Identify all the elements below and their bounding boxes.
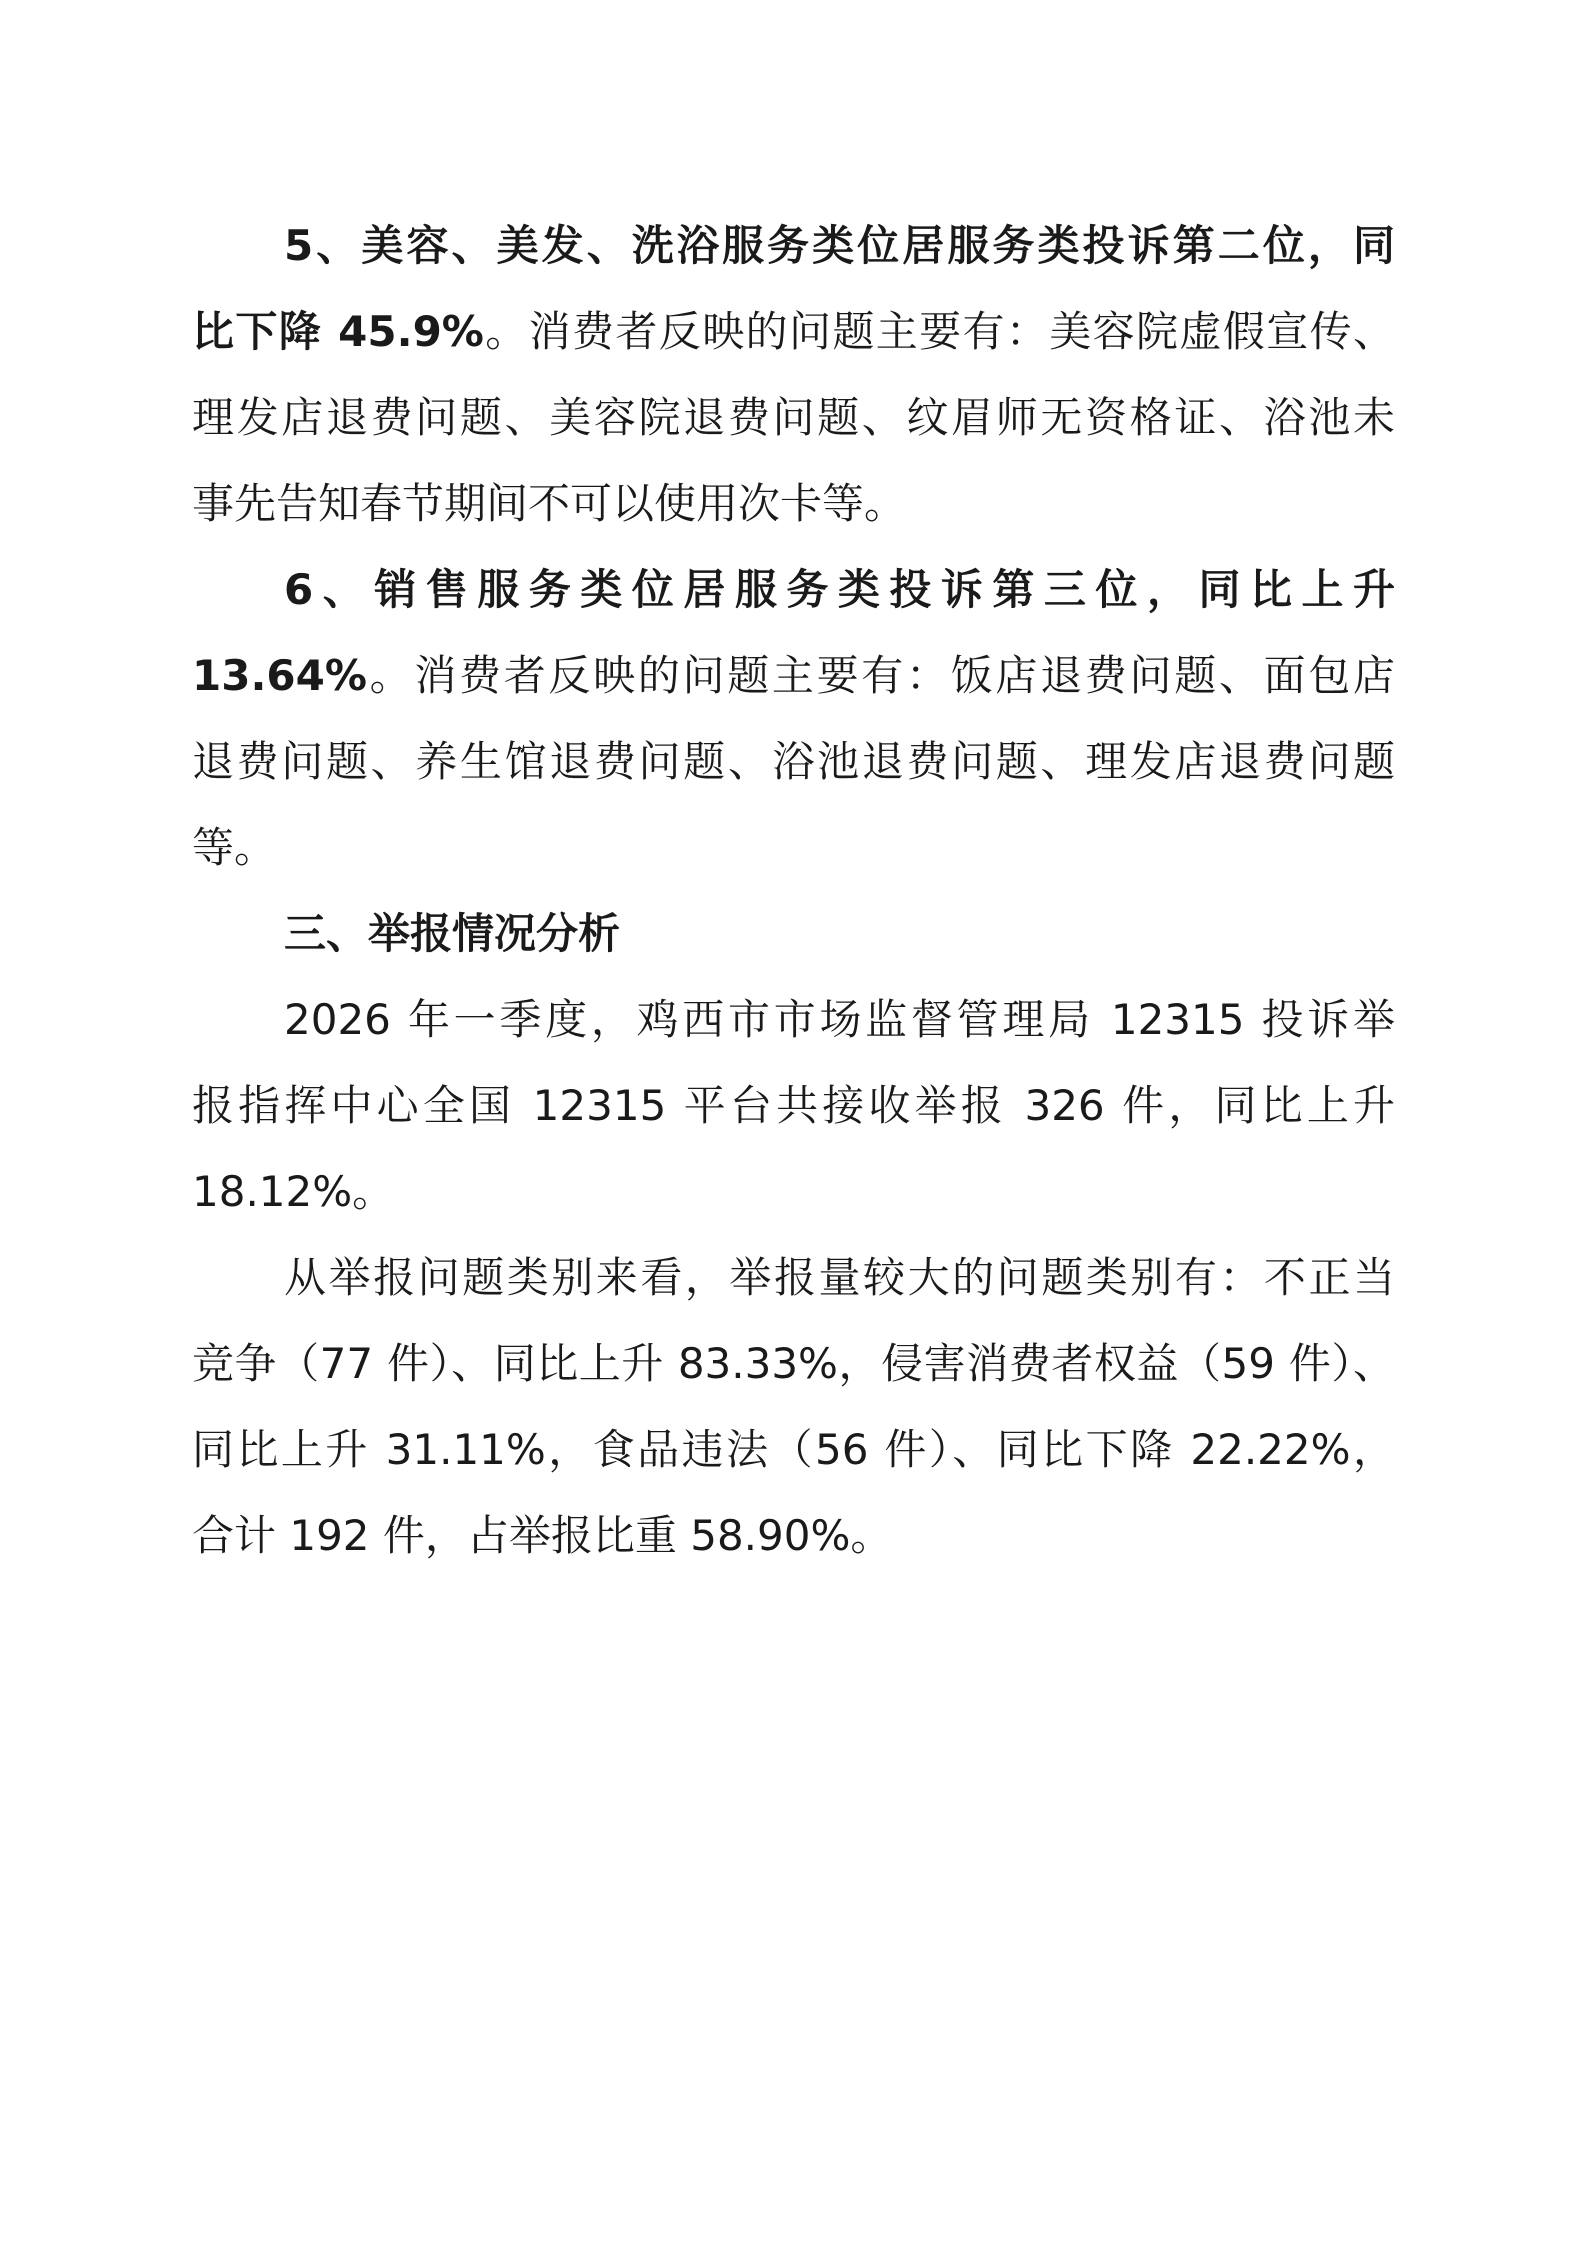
categories-line-3: 同比上升 31.11%，食品违法（56 件）、同比下降 22.22%， [192,1425,1395,1474]
categories-line-1: 从举报问题类别来看，举报量较大的问题类别有：不正当 [284,1253,1395,1302]
section6-line-4: 等。 [192,823,277,872]
section5-line-2 [192,301,1395,363]
section6-line-3: 退费问题、养生馆退费问题、浴池退费问题、理发店退费问题 [192,737,1395,786]
reports-line-1: 2026 年一季度，鸡西市市场监督管理局 12315 投诉举 [284,995,1395,1044]
section6-line-2-rest: 。消费者反映的问题主要有：饭店退费问题、面包店 [366,651,1395,700]
categories-line-2: 竞争（77 件）、同比上升 83.33%，侵害消费者权益（59 件）、 [192,1339,1395,1388]
section5-change-bold: 比下降 45.9% [192,307,484,356]
section5-line-3: 理发店退费问题、美容院退费问题、纹眉师无资格证、浴池未 [192,393,1395,442]
reports-line-3: 18.12%。 [192,1167,395,1216]
section6-line-1: 6、销售服务类位居服务类投诉第三位，同比上升 [284,565,1395,614]
section5-line-1: 5、美容、美发、洗浴服务类位居服务类投诉第二位，同 [284,221,1395,270]
section6-change-bold: 13.64% [192,651,367,700]
section6-line-2 [192,645,1395,707]
reports-line-2: 报指挥中心全国 12315 平台共接收举报 326 件，同比上升 [192,1081,1395,1130]
categories-line-4: 合计 192 件，占举报比重 58.90%。 [192,1511,893,1560]
section5-line-2-rest: 。消费者反映的问题主要有：美容院虚假宣传、 [483,307,1395,356]
section-heading-report-analysis: 三、举报情况分析 [284,909,621,958]
section5-line-4: 事先告知春节期间不可以使用次卡等。 [192,479,907,528]
